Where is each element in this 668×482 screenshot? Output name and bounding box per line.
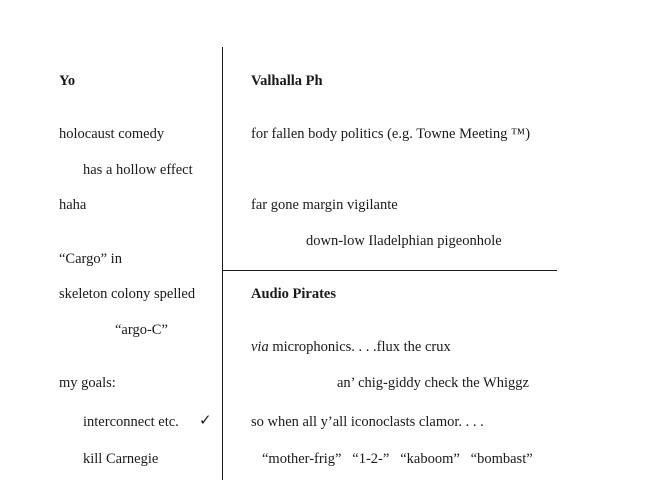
left-line-2: has a hollow effect [83,162,193,178]
right-bottom-line-1 [251,338,451,356]
left-line-6: “argo-C” [115,322,168,338]
checkmark-icon: ✓ [199,411,212,429]
right-bottom-line-4: “mother-frig” “1-2-” “kaboom” “bombast” [262,451,533,467]
left-line-1: holocaust comedy [59,126,165,142]
right-top-line-3: down-low Iladelphian pigeonhole [306,233,502,249]
right-top-line-2: far gone margin vigilante [251,197,398,213]
left-line-5: skeleton colony spelled [59,286,196,302]
right-top-line-1: for fallen body politics (e.g. Towne Meeting ™) [251,126,531,142]
left-line-7: my goals: [59,375,116,391]
right-bottom-heading: Audio Pirates [251,286,336,302]
right-bottom-line-2: an’ chig-giddy check the Whiggz [337,375,529,391]
left-line-9: kill Carnegie [83,451,159,467]
right-top-heading: Valhalla Ph [251,73,323,89]
horizontal-divider [222,270,557,271]
right-bottom-line-3: so when all y’all iconoclasts clamor. . . . [251,414,484,430]
left-heading: Yo [59,73,76,89]
right-bottom-line-1-text: microphonics. . . .flux the crux [268,339,451,355]
italic-word: via [251,339,269,355]
left-line-4: “Cargo” in [59,251,122,267]
left-line-8: interconnect etc. [83,414,179,430]
vertical-divider [222,47,223,480]
left-line-3: haha [59,197,87,213]
